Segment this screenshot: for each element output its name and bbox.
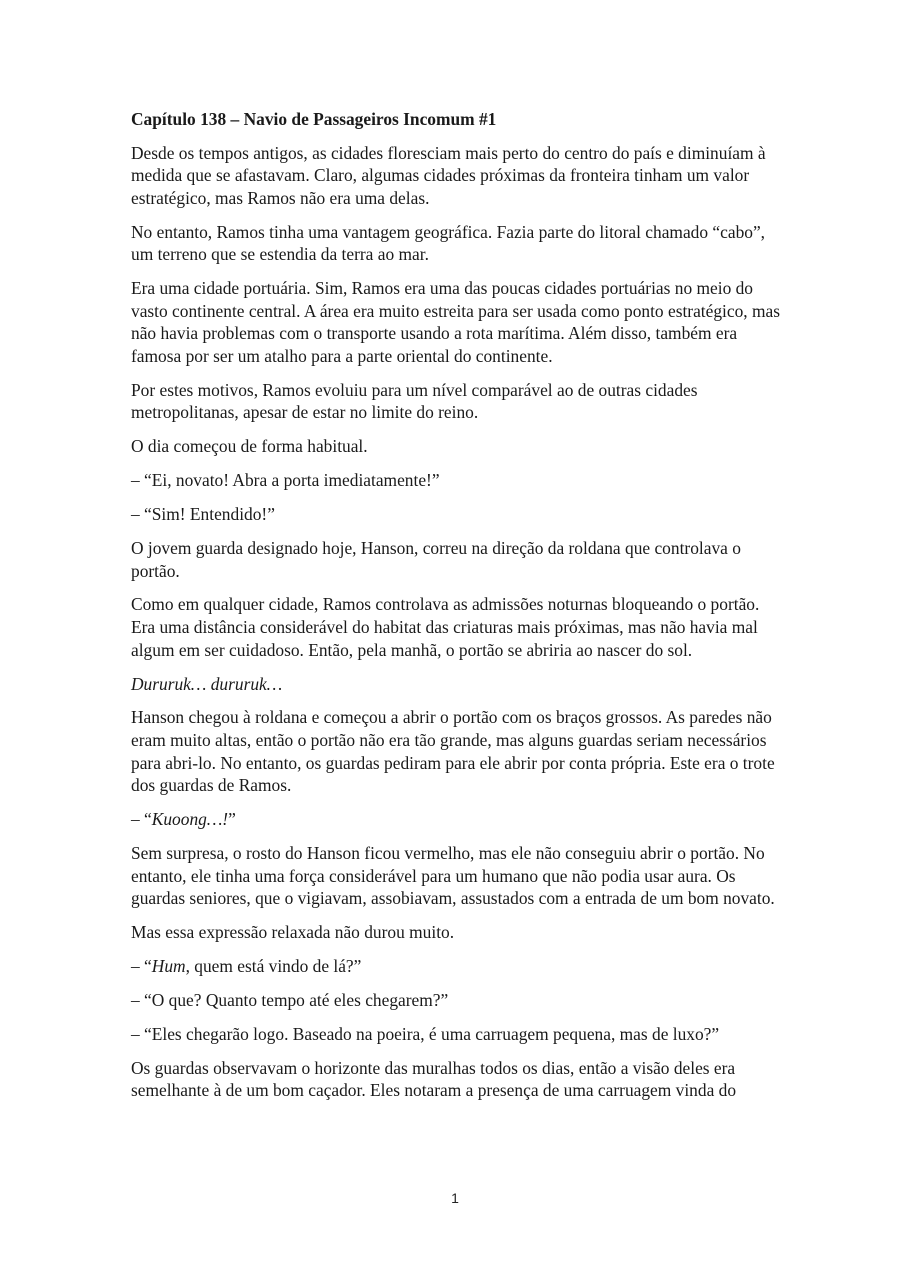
italic-text-run: Hum	[151, 955, 186, 976]
chapter-title: Capítulo 138 – Navio de Passageiros Incomum #1	[131, 109, 497, 129]
text-run: , quem está vindo de lá?”	[185, 955, 362, 976]
paragraph	[131, 503, 786, 526]
paragraph	[131, 379, 786, 424]
text-run: – “Eles chegarão logo. Baseado na poeira, é uma carruagem pequena, mas de luxo?”	[131, 1023, 720, 1044]
paragraph	[131, 593, 786, 661]
text-run: Por estes motivos, Ramos evoluiu para um nível comparável ao de outras cidades metropolitanas, apesar de estar no limite do reino.	[131, 379, 698, 423]
text-run: Era uma cidade portuária. Sim, Ramos era uma das poucas cidades portuárias no meio do vasto continente central. A área era muito estreita para ser usada como ponto estratégico, mas não havia problemas com o transporte usando a rota marítima. Além disso, também era famosa por ser um atalho para a parte oriental do continente.	[131, 278, 780, 366]
text-run: Hanson chegou à roldana e começou a abrir o portão com os braços grossos. As paredes não eram muito altas, então o portão não era tão grande, mas alguns guardas seriam necessários para abri-lo. No entanto, os guardas pediram para ele abrir por conta própria. Este era o trote dos guardas de Ramos.	[131, 707, 775, 796]
text-run: – “Sim! Entendido!”	[131, 504, 275, 525]
text-run: ”	[228, 809, 236, 830]
paragraph	[131, 1023, 786, 1046]
text-run: No entanto, Ramos tinha uma vantagem geográfica. Fazia parte do litoral chamado “cabo”, um terreno que se estendia da terra ao mar.	[131, 221, 766, 265]
paragraph	[131, 706, 786, 796]
paragraph	[131, 537, 786, 582]
text-run: Sem surpresa, o rosto do Hanson ficou vermelho, mas ele não conseguiu abrir o portão. No entanto, ele tinha uma força considerável para um humano que não podia usar aura. Os guardas seniores, que o vigiavam, assobiavam, assustados com a entrada de um bom novato.	[131, 843, 775, 909]
text-run: Como em qualquer cidade, Ramos controlava as admissões noturnas bloqueando o portão. Era uma distância considerável do habitat das criaturas mais próximas, mas não havia mal algum em ser cuidadoso. Então, pela manhã, o portão se abriria ao nascer do sol.	[131, 594, 760, 660]
text-run: – “Ei, novato! Abra a porta imediatamente!”	[131, 470, 440, 491]
italic-text-run: Kuoong…!	[151, 809, 229, 830]
paragraph	[131, 277, 786, 367]
text-run: – “	[131, 809, 152, 830]
paragraph	[131, 435, 786, 458]
paragraph	[131, 673, 786, 696]
page-number: 1	[451, 1190, 459, 1206]
text-run: O jovem guarda designado hoje, Hanson, correu na direção da roldana que controlava o portão.	[131, 537, 741, 581]
text-run: – “O que? Quanto tempo até eles chegarem?”	[131, 989, 449, 1010]
paragraph	[131, 955, 786, 978]
italic-text-run: Dururuk… dururuk…	[131, 673, 283, 694]
text-run: – “	[131, 955, 152, 976]
paragraph	[131, 808, 786, 831]
paragraph	[131, 469, 786, 492]
paragraph-list	[131, 142, 786, 1102]
text-run: Os guardas observavam o horizonte das muralhas todos os dias, então a visão deles era semelhante à de um bom caçador. Eles notaram a presença de uma carruagem vinda do	[131, 1057, 737, 1101]
paragraph	[131, 221, 786, 266]
text-run: O dia começou de forma habitual.	[131, 436, 368, 457]
paragraph	[131, 842, 786, 910]
paragraph	[131, 921, 786, 944]
paragraph	[131, 1057, 786, 1102]
paragraph	[131, 142, 786, 210]
text-run: Desde os tempos antigos, as cidades floresciam mais perto do centro do país e diminuíam à medida que se afastavam. Claro, algumas cidades próximas da fronteira tinham um valor estratégico, mas Ramos não era uma delas.	[131, 142, 766, 208]
paragraph	[131, 989, 786, 1012]
document-body	[131, 108, 786, 1113]
text-run: Mas essa expressão relaxada não durou muito.	[131, 922, 455, 943]
